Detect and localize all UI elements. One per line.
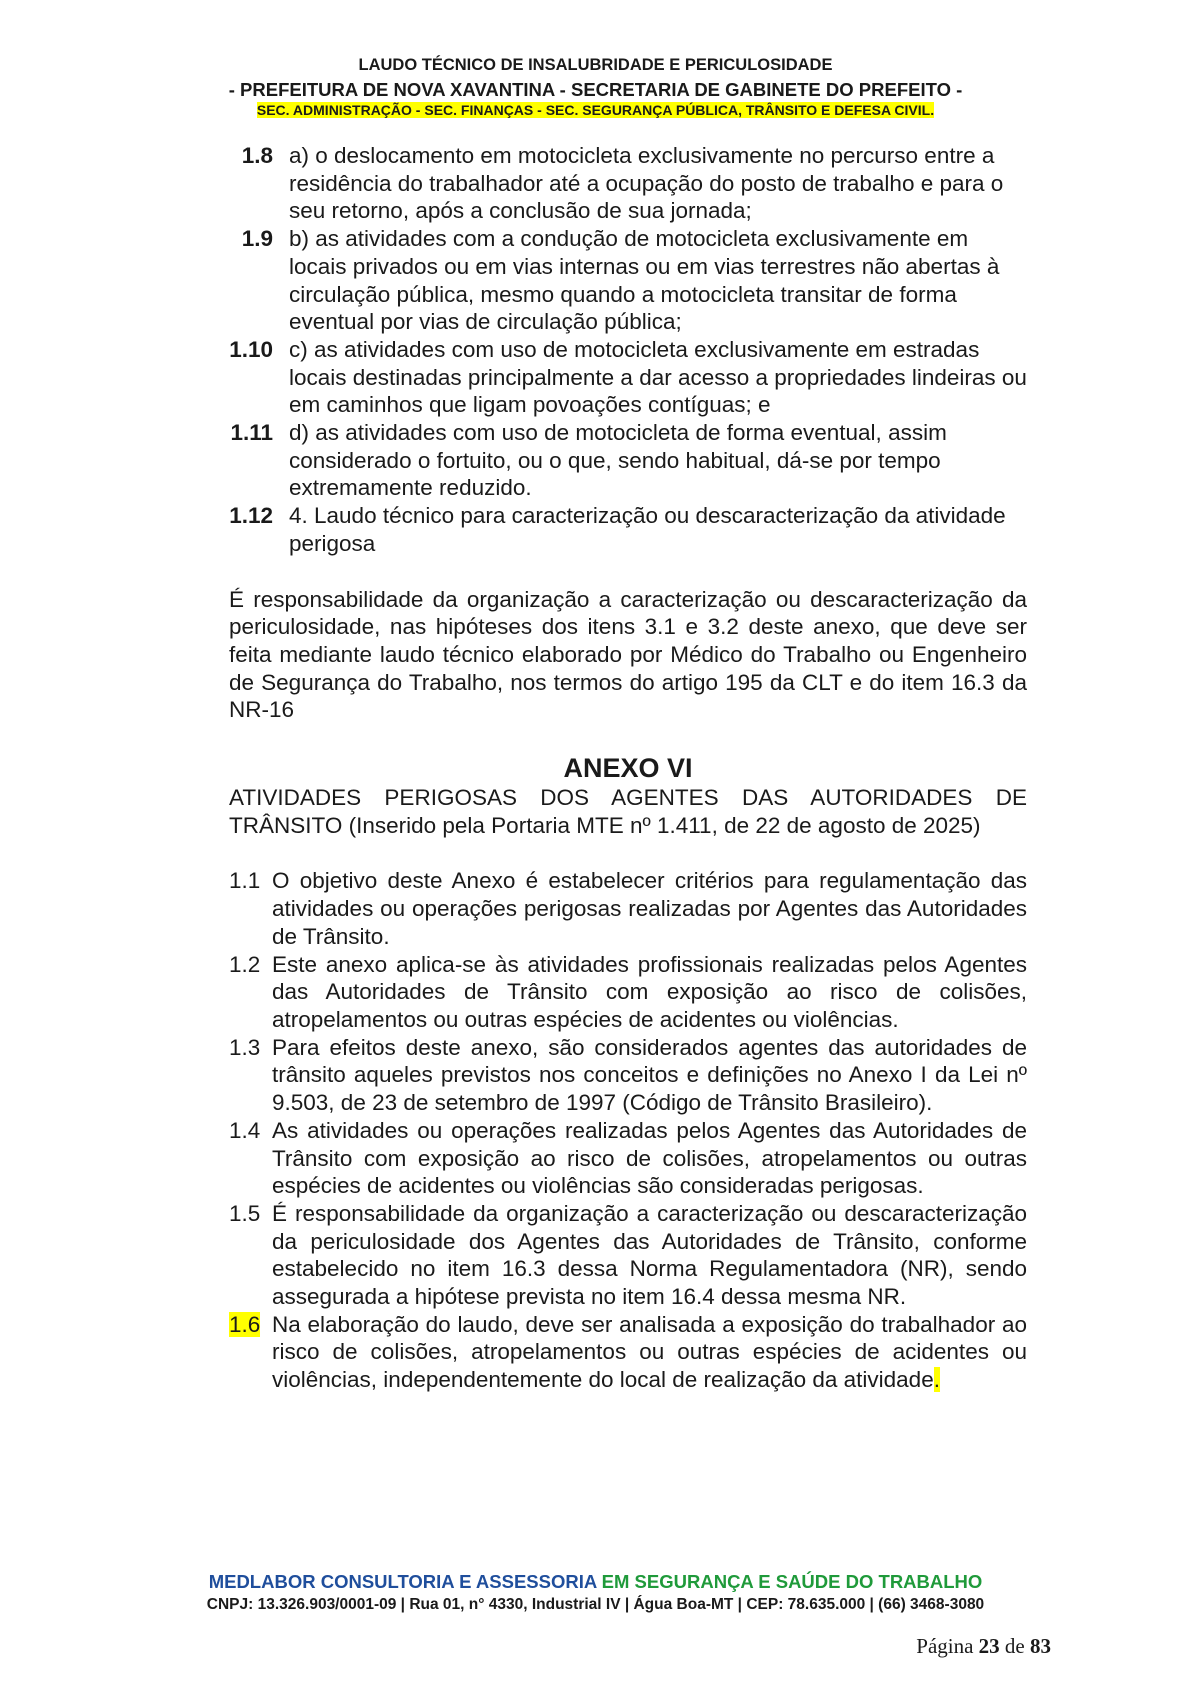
footer-company-name: MEDLABOR CONSULTORIA E ASSESSORIA (208, 1571, 597, 1592)
page-label: Página (916, 1634, 974, 1658)
footer-company (0, 1571, 1191, 1593)
list-item (229, 1117, 1027, 1200)
responsibility-paragraph: É responsabilidade da organização a caracterização ou descaracterização da periculosidade, nas hipóteses dos itens 3.1 e 3.2 deste anexo, que deve ser feita mediante laudo técnico elaborado por Médico do Trabalho ou Engenheiro de Segurança do Trabalho, nos termos do artigo 195 da CLT e do item 16.3 da NR-16 (229, 586, 1027, 723)
item-text: c) as atividades com uso de motocicleta exclusivamente em estradas locais destinadas principalmente a dar acesso a propriedades lindeiras ou em caminhos que ligam povoações contíguas; e (289, 336, 1027, 418)
list-item (229, 419, 1027, 502)
page-separator: de (1004, 1634, 1025, 1658)
item-text: b) as atividades com a condução de motocicleta exclusivamente em locais privados ou em vias internas ou em vias terrestres não abertas à circulação pública, mesmo quando a motocicleta transitar de forma eventual por vias de circulação pública; (289, 226, 1000, 335)
header-title: LAUDO TÉCNICO DE INSALUBRIDADE E PERICULOSIDADE (358, 56, 833, 74)
item-number: 1.5 (229, 1200, 261, 1226)
footer-address: CNPJ: 13.326.903/0001-09 | Rua 01, n° 4330, Industrial IV | Água Boa-MT | CEP: 78.635.000 | (66) 3468-3080 (206, 1596, 985, 1613)
item-number: 1.2 (229, 951, 261, 977)
list-item (229, 336, 1027, 419)
item-number: 1.1 (229, 868, 261, 894)
list-item (229, 1200, 1027, 1311)
highlighted-item-number: 1.6 (229, 1311, 261, 1337)
item-number (229, 1311, 272, 1394)
highlighted-period: . (933, 1367, 940, 1393)
list-item (229, 1311, 1027, 1394)
page-number (916, 1634, 1051, 1659)
header-departments (0, 102, 1191, 118)
item-text: a) o deslocamento em motocicleta exclusivamente no percurso entre a residência do trabalhador até a ocupação do posto de trabalho e para o seu retorno, após a conclusão de sua jornada; (289, 143, 1004, 224)
item-text: As atividades ou operações realizadas pelos Agentes das Autoridades de Trânsito com exposição ao risco de colisões, atropelamentos ou outras espécies de acidentes ou violências são consideradas perigosas. (272, 1117, 1027, 1199)
item-number: 1.8 (241, 143, 273, 168)
annex-subtitle: ATIVIDADES PERIGOSAS DOS AGENTES DAS AUTORIDADES DE TRÂNSITO (Inserido pela Portaria MTE nº 1.411, de 22 de agosto de 2025) (229, 785, 1027, 838)
item-number: 1.9 (241, 226, 273, 252)
item-number: 1.12 (229, 503, 273, 529)
header-subtitle: - PREFEITURA DE NOVA XAVANTINA - SECRETARIA DE GABINETE DO PREFEITO - (228, 79, 963, 100)
list-item (229, 867, 1027, 950)
list-item (229, 225, 1027, 336)
list-item (229, 142, 1027, 225)
annex-item-list (229, 867, 1027, 1393)
item-number: 1.10 (229, 336, 273, 362)
item-text: 4. Laudo técnico para caracterização ou descaracterização da atividade perigosa (289, 503, 1006, 556)
document-body (229, 142, 1027, 1394)
item-number: 1.11 (230, 420, 273, 446)
list-item (229, 951, 1027, 1034)
annex-title: ANEXO VI (563, 753, 693, 784)
item-text: d) as atividades com uso de motocicleta de forma eventual, assim considerado o fortuito, ou o que, sendo habitual, dá-se por tempo extremamente reduzido. (289, 420, 947, 501)
item-number: 1.4 (229, 1117, 261, 1143)
item-text: Para efeitos deste anexo, são considerados agentes das autoridades de trânsito aqueles previstos nos conceitos e definições no Anexo I da Lei nº 9.503, de 23 de setembro de 1997 (Código de Trânsito Brasileiro). (272, 1034, 1027, 1116)
item-text (272, 1311, 1027, 1394)
list-item (229, 502, 1027, 557)
page-current: 23 (978, 1634, 1000, 1658)
page-total: 83 (1030, 1634, 1051, 1658)
item-text: O objetivo deste Anexo é estabelecer critérios para regulamentação das atividades ou operações perigosas realizadas por Agentes das Autoridades de Trânsito. (272, 868, 1027, 949)
item-text-body: Na elaboração do laudo, deve ser analisada a exposição do trabalhador ao risco de colisões, atropelamentos ou outras espécies de acidentes ou violências, independentemente do local de realização da atividade (272, 1311, 1027, 1393)
list-item (229, 1034, 1027, 1117)
item-number: 1.3 (229, 1034, 261, 1060)
item-text: Este anexo aplica-se às atividades profissionais realizadas pelos Agentes das Autoridades de Trânsito com exposição ao risco de colisões, atropelamentos ou outras espécies de acidentes ou violências. (272, 951, 1027, 1032)
header-departments-text: SEC. ADMINISTRAÇÃO - SEC. FINANÇAS - SEC. SEGURANÇA PÚBLICA, TRÂNSITO E DEFESA CIVIL. (256, 102, 935, 118)
footer-company-field: EM SEGURANÇA E SAÚDE DO TRABALHO (601, 1571, 983, 1592)
item-text: É responsabilidade da organização a caracterização ou descaracterização da periculosidade dos Agentes das Autoridades de Trânsito, conforme estabelecido no item 16.3 dessa Norma Regulamentadora (NR), sendo assegurada a hipótese prevista no item 16.4 dessa mesma NR. (272, 1200, 1027, 1310)
